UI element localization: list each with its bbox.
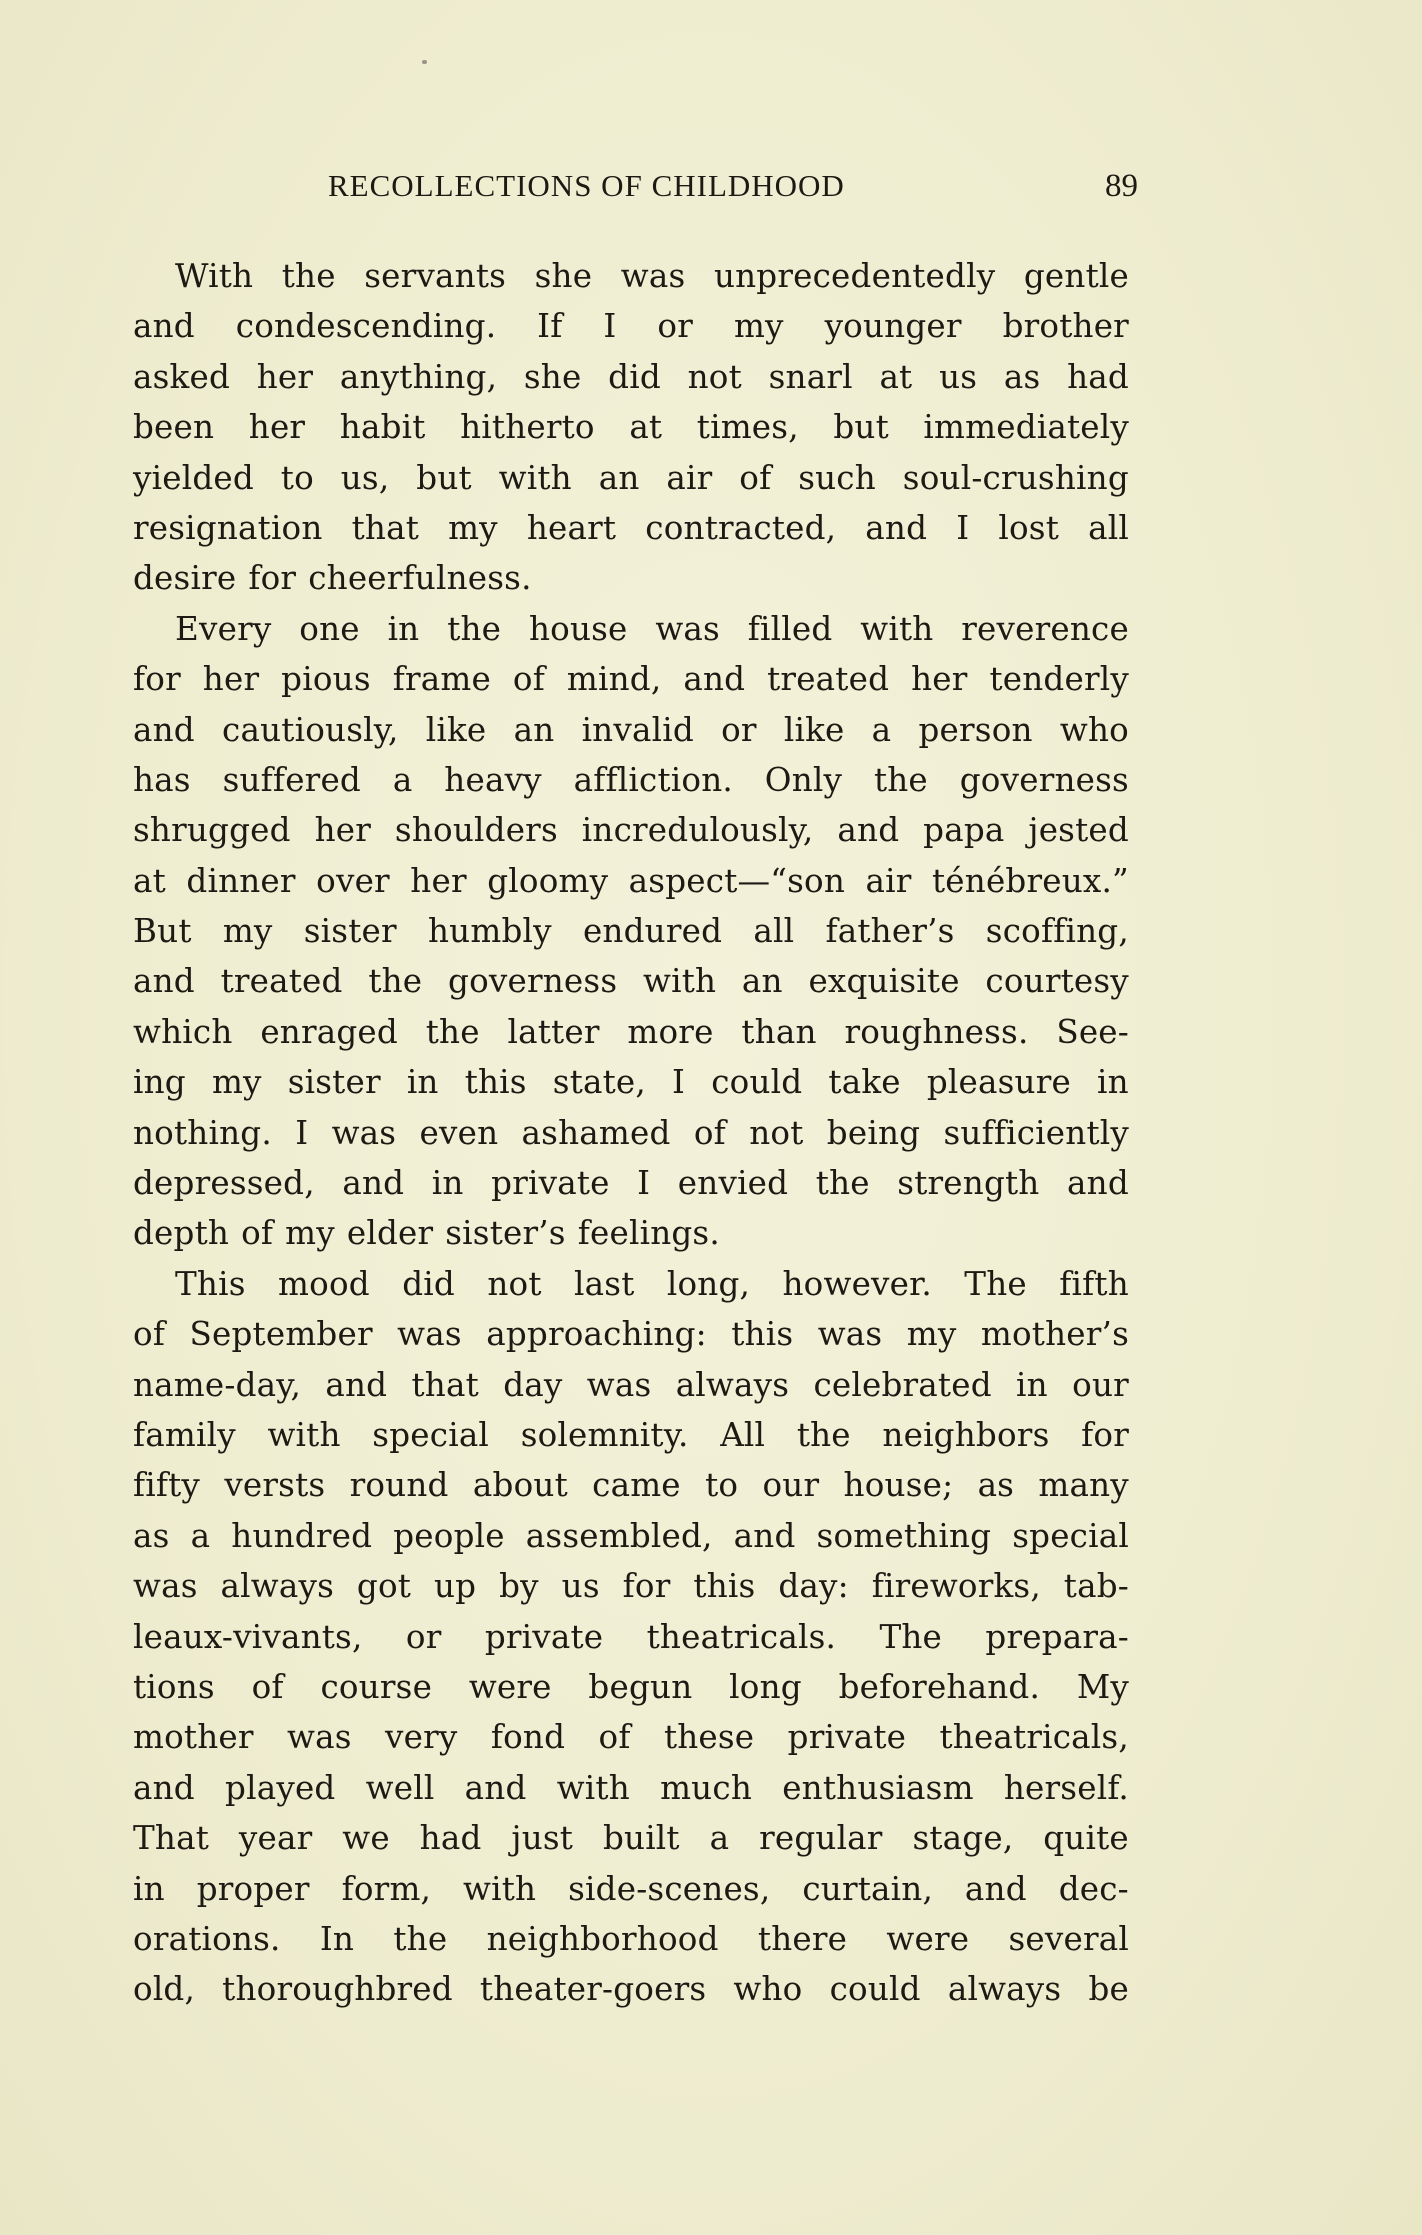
text-line: for her pious frame of mind, and treated her tenderly [133, 660, 1129, 699]
page-number: 89 [1105, 168, 1138, 204]
text-line: ing my sister in this state, I could take pleasure in [133, 1063, 1129, 1102]
ink-speck [422, 60, 427, 64]
text-line: This mood did not last long, however. The fifth [175, 1264, 1129, 1303]
text-line: as a hundred people assembled, and something special [133, 1516, 1129, 1555]
text-line: of September was approaching: this was my mother’s [133, 1315, 1129, 1354]
text-line: fifty versts round about came to our house; as many [133, 1466, 1129, 1505]
text-line: and condescending. If I or my younger brother [133, 307, 1129, 346]
text-line: With the servants she was unprecedentedly gentle [175, 257, 1129, 295]
text-line: nothing. I was even ashamed of not being sufficiently [133, 1113, 1129, 1152]
text-line: leaux-vivants, or private theatricals. The prepara- [133, 1617, 1129, 1656]
text-line: shrugged her shoulders incredulously, and papa jested [133, 811, 1129, 850]
text-line: mother was very fond of these private theatricals, [133, 1718, 1129, 1757]
text-line: desire for cheerfulness. [133, 559, 532, 598]
text-line: name-day, and that day was always celebrated in our [133, 1365, 1129, 1404]
text-line: tions of course were begun long beforehand. My [133, 1667, 1129, 1706]
text-line: and cautiously, like an invalid or like a person who [133, 710, 1129, 749]
text-line: Every one in the house was filled with reverence [175, 609, 1129, 648]
text-line: depressed, and in private I envied the strength and [133, 1164, 1129, 1203]
text-line: yielded to us, but with an air of such soul-crushing [133, 458, 1129, 497]
text-line: in proper form, with side-scenes, curtain, and dec- [133, 1869, 1129, 1908]
text-line: asked her anything, she did not snarl at us as had [133, 357, 1129, 396]
text-line: which enraged the latter more than roughness. See- [133, 1012, 1129, 1051]
text-line: old, thoroughbred theater-goers who could always be [133, 1970, 1129, 2009]
text-line: and played well and with much enthusiasm herself. [133, 1768, 1129, 1807]
text-line: has suffered a heavy affliction. Only the governess [133, 760, 1129, 799]
text-line: was always got up by us for this day: fireworks, tab- [133, 1567, 1129, 1606]
text-line: and treated the governess with an exquisite courtesy [133, 962, 1129, 1001]
page-header [130, 168, 1138, 208]
text-line: resignation that my heart contracted, and I lost all [133, 508, 1129, 547]
text-line: That year we had just built a regular stage, quite [133, 1819, 1129, 1858]
running-head: RECOLLECTIONS OF CHILDHOOD [328, 168, 845, 203]
text-line: at dinner over her gloomy aspect—“son air ténébreux.” [133, 861, 1129, 900]
text-line: family with special solemnity. All the neighbors for [133, 1415, 1129, 1454]
text-line: orations. In the neighborhood there were several [133, 1919, 1129, 1958]
text-line: been her habit hitherto at times, but immediately [133, 408, 1129, 447]
body-text [133, 251, 1129, 2015]
text-line: depth of my elder sister’s feelings. [133, 1214, 720, 1253]
text-line: But my sister humbly endured all father’s scoffing, [133, 912, 1129, 951]
